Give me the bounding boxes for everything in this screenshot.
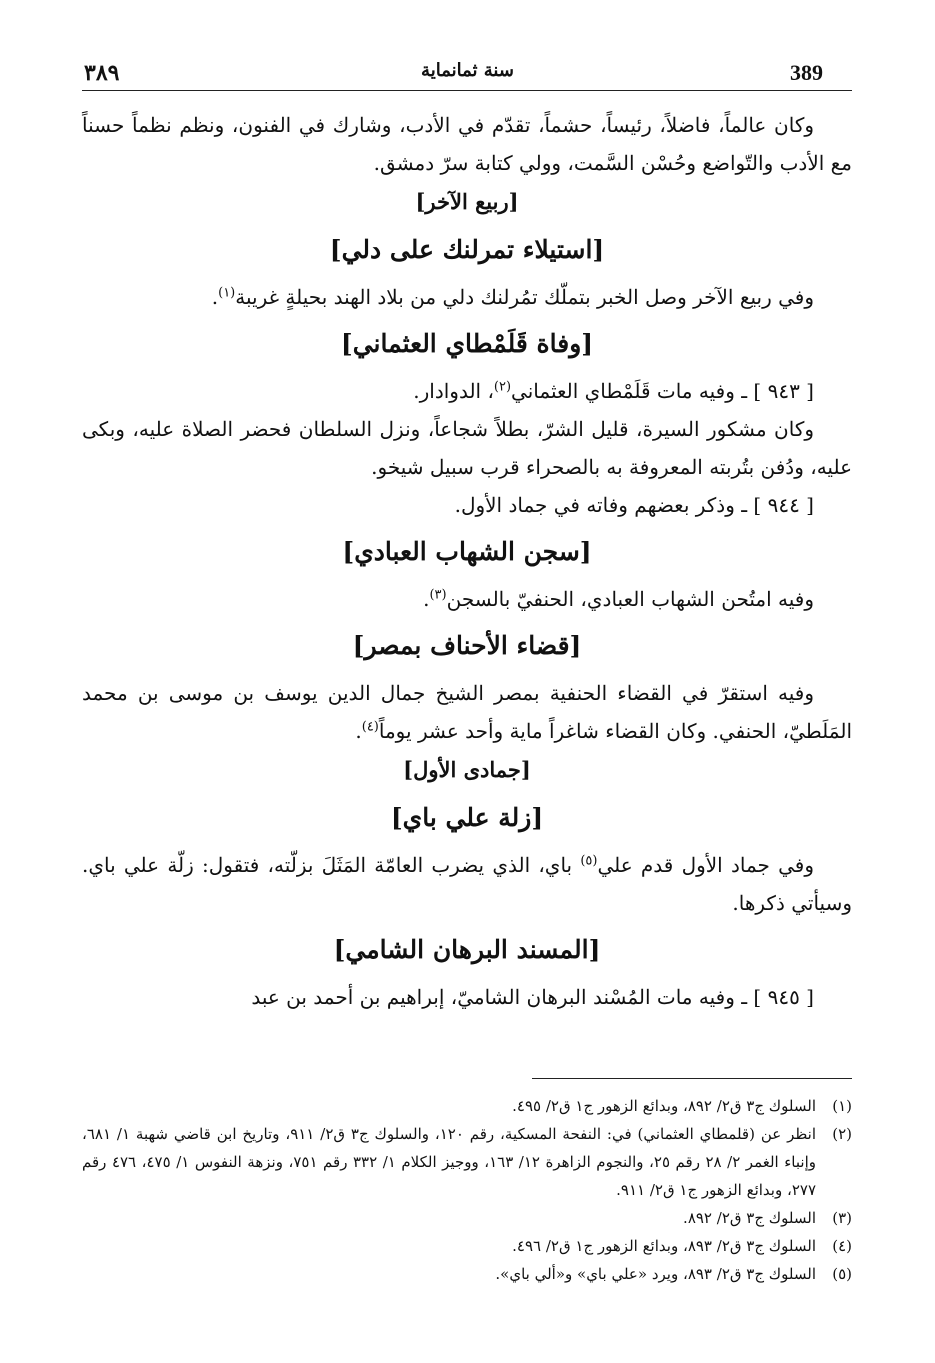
paragraph-text: وفيه استقرّ في القضاء الحنفية بمصر الشيخ جمال الدين يوسف بن موسى بن محمد المَلَطيّ، الحنفي. وكان القضاء شاغراً ماية وأحد عشر يوماً bbox=[82, 681, 852, 743]
month-heading-jumada: [جمادى الأول] bbox=[403, 757, 531, 782]
paragraph-text: وفي جماد الأول قدم علي bbox=[597, 853, 814, 877]
footnote-number: (٤) bbox=[832, 1237, 852, 1255]
footnote-text: السلوك ج٣ ق٢/ ٨٩٣، وبدائع الزهور ج١ ق٢/ ٤٩٦. bbox=[512, 1237, 816, 1255]
paragraph-text: وفي ربيع الآخر وصل الخبر بتملّك تمُرلنك دلي من بلاد الهند بحيلةٍ غريبة bbox=[235, 285, 814, 309]
footnote-ref: (٢) bbox=[493, 379, 512, 395]
section-heading-burhan: [المسند البرهان الشامي] bbox=[333, 935, 601, 964]
section-heading-qalamtay: [وفاة قَلَمْطاي العثماني] bbox=[340, 329, 594, 358]
footnote-3 bbox=[82, 1204, 852, 1232]
paragraph-text: ، الدوادار. bbox=[413, 379, 494, 403]
footnote-number: (٢) bbox=[832, 1125, 852, 1143]
footnote-ref: (٥) bbox=[580, 853, 598, 869]
footnote-4 bbox=[82, 1232, 852, 1260]
footnote-2 bbox=[82, 1120, 852, 1204]
footnote-1 bbox=[82, 1092, 852, 1120]
paragraph-text: وفيه امتُحن الشهاب العبادي، الحنفيّ بالسجن bbox=[446, 587, 814, 611]
page-number-latin: 389 bbox=[790, 60, 823, 85]
month-heading-rabi: [ربيع الآخر] bbox=[415, 189, 519, 214]
paragraph-ali-bay bbox=[82, 846, 852, 922]
footnote-ref: (٣) bbox=[429, 587, 447, 603]
paragraph-text: باي، الذي يضرب العامّة المَثَلَ بزلّته، فتقول: زلّة علي باي. وسيأتي ذكرها. bbox=[82, 853, 852, 915]
footnote-5 bbox=[82, 1260, 852, 1288]
footnote-number: (١) bbox=[832, 1097, 852, 1115]
section-heading-qada: [قضاء الأحناف بمصر] bbox=[352, 631, 582, 660]
header-rule bbox=[82, 90, 852, 91]
footnote-rule bbox=[532, 1078, 852, 1079]
footnote-text: انظر عن (قلمطاي العثماني) في: النفحة المسكية، رقم ١٢٠، والسلوك ج٣ ق٢/ ٩١١، وتاريخ ابن قاضي شهبة ١/ ٦٨١، وإنباء الغمر ٢/ ٢٨ رقم ٢٥، والنجوم الزاهرة ١٢/ ١٦٣، ووجيز الكلام ١/ ٣٣٢ رقم ٧٥١، ونزهة النفوس ١/ ٤٧٥، ٤٧٦ رقم ٢٧٧، وبدائع الزهور ج١ ق٢/ ٩١١. bbox=[82, 1125, 817, 1199]
footnote-ref: (١) bbox=[218, 285, 236, 301]
footnote-number: (٣) bbox=[832, 1209, 852, 1227]
footnote-text: السلوك ج٣ ق٢/ ٨٩٢، وبدائع الزهور ج١ ق٢/ ٤٩٥. bbox=[512, 1097, 816, 1115]
paragraph-entry-945: [ ٩٤٥ ] ـ وفيه مات المُسْند البرهان الشاميّ، إبراهيم بن أحمد بن عبد bbox=[251, 985, 814, 1009]
footnote-text: السلوك ج٣ ق٢/ ٨٩٢. bbox=[683, 1209, 816, 1227]
section-heading-shihab: [سجن الشهاب العبادي] bbox=[342, 537, 592, 566]
paragraph-qada: وفيه استقرّ في القضاء الحنفية بمصر الشيخ جمال الدين يوسف بن موسى بن محمد المَلَطيّ، الحنفي. وكان القضاء شاغراً ماية وأحد عشر يوماً$^{(٤)}$. bbox=[82, 681, 852, 743]
paragraph-text: [ ٩٤٣ ] ـ وفيه مات قَلَمْطاي العثماني bbox=[511, 379, 814, 403]
footnotes bbox=[82, 1092, 852, 1288]
section-heading-ali-bay: [زلة علي باي] bbox=[390, 803, 544, 832]
paragraph-timurlenk: وفي ربيع الآخر وصل الخبر بتملّك تمُرلنك دلي من بلاد الهند بحيلةٍ غريبة$^{(١)}$. bbox=[211, 285, 814, 309]
page-number-arabic: ٣٨٩ bbox=[84, 60, 120, 86]
paragraph-shihab: وفيه امتُحن الشهاب العبادي، الحنفيّ بالسجن$^{(٣)}$. bbox=[423, 587, 814, 611]
footnote-text: السلوك ج٣ ق٢/ ٨٩٣، ويرد «علي باي» و«ألي باي». bbox=[495, 1265, 816, 1283]
running-title: سنة ثمانماية bbox=[421, 60, 514, 81]
footnote-number: (٥) bbox=[832, 1265, 852, 1283]
footnote-ref: (٤) bbox=[361, 719, 379, 735]
paragraph-entry-944: [ ٩٤٤ ] ـ وذكر بعضهم وفاته في جماد الأول. bbox=[454, 493, 814, 517]
paragraph-qalamtay-bio: وكان مشكور السيرة، قليل الشرّ، بطلاً شجاعاً، ونزل السلطان فحضر الصلاة عليه، وبكى عليه، ودُفن بتُربته المعروفة به بالصحراء قرب سبيل شيخو. bbox=[82, 417, 852, 479]
main-text bbox=[82, 106, 852, 1016]
section-heading-timurlenk: [استيلاء تمرلنك على دلي] bbox=[329, 235, 605, 264]
paragraph-entry-943 bbox=[82, 372, 852, 410]
intro-paragraph: وكان عالماً، فاضلاً، رئيساً، حشماً، تقدّم في الأدب، وشارك في الفنون، ونظم نظماً حسناً مع الأدب والتّواضع وحُسْن السَّمت، وولي كتابة سرّ دمشق. bbox=[82, 113, 852, 175]
